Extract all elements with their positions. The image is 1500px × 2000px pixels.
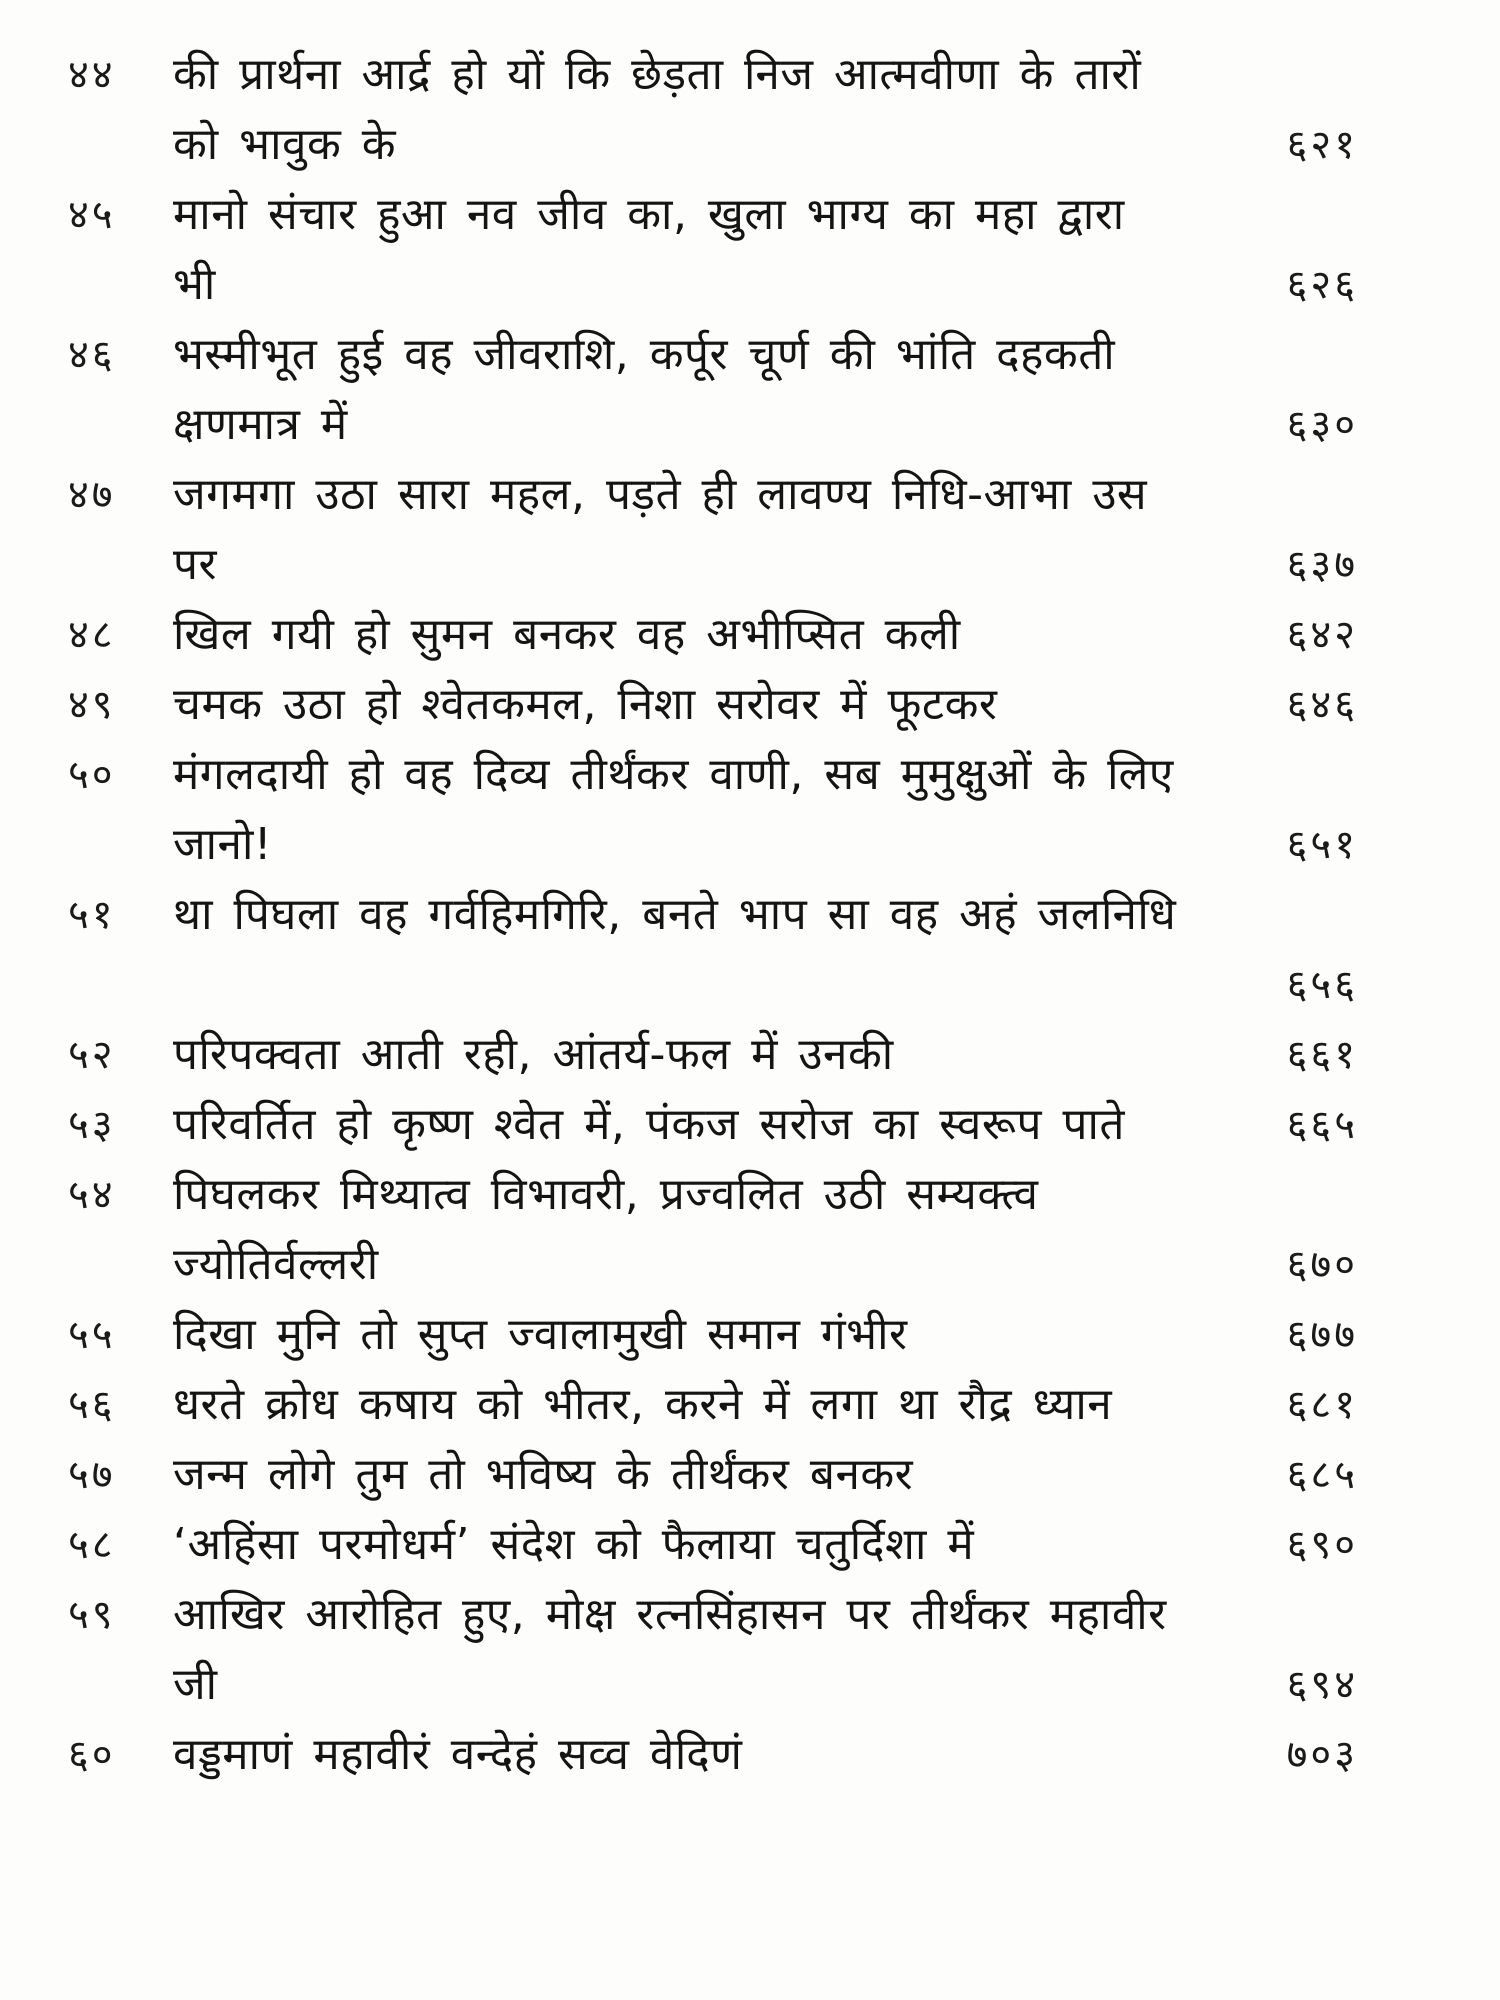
toc-entry-58	[68, 1510, 1358, 1580]
entry-page-number: ६३७	[1286, 542, 1358, 588]
entry-page-number: ६८५	[1286, 1452, 1358, 1498]
entry-title: परिपक्वता आती रही, आंतर्य-फल में उनकी	[173, 1029, 894, 1080]
entry-number: ५७	[68, 1452, 116, 1498]
toc-entry-51	[68, 880, 1358, 1020]
entry-number: ५३	[68, 1102, 116, 1148]
entry-title: मानो संचार हुआ नव जीव का, खुला भाग्य का महा द्वारा भी	[173, 189, 1125, 310]
entry-title: की प्रार्थना आर्द्र हो यों कि छेड़ता निज आत्मवीणा के तारों को भावुक के	[173, 49, 1142, 170]
entry-title: मंगलदायी हो वह दिव्य तीर्थंकर वाणी, सब मुमुक्षुओं के लिए जानो!	[173, 749, 1174, 870]
entry-page-number: ७०३	[1286, 1732, 1358, 1778]
entry-title: दिखा मुनि तो सुप्त ज्वालामुखी समान गंभीर	[173, 1309, 908, 1360]
entry-number: ६०	[68, 1732, 116, 1778]
toc-entry-60	[68, 1720, 1358, 1790]
toc-entry-44	[68, 40, 1358, 180]
entry-number: ४८	[68, 612, 116, 658]
entry-page-number: ६२१	[1286, 122, 1358, 168]
entry-title: वड्डमाणं महावीरं वन्देहं सव्व वेदिणं	[173, 1729, 743, 1780]
entry-page-number: ६३०	[1286, 402, 1358, 448]
toc-entry-55	[68, 1300, 1358, 1370]
entry-number: ४५	[68, 192, 116, 238]
entry-page-number: ६९०	[1286, 1522, 1358, 1568]
entry-title: जन्म लोगे तुम तो भविष्य के तीर्थंकर बनकर	[173, 1449, 914, 1500]
entry-number: ५८	[68, 1522, 116, 1568]
entry-page-number: ६९४	[1286, 1662, 1358, 1708]
entry-page-number: ६४२	[1286, 612, 1358, 658]
entry-number: ५९	[68, 1592, 116, 1638]
entry-number: ४४	[68, 52, 116, 98]
toc-entry-49	[68, 670, 1358, 740]
entry-title: था पिघला वह गर्वहिमगिरि, बनते भाप सा वह अहं जलनिधि	[173, 889, 1177, 940]
toc-entry-46	[68, 320, 1358, 460]
toc-entry-57	[68, 1440, 1358, 1510]
entry-number: ४६	[68, 332, 116, 378]
toc-entry-52	[68, 1020, 1358, 1090]
entry-page-number: ६५१	[1286, 822, 1358, 868]
entry-title: ‘अहिंसा परमोधर्म’ संदेश को फैलाया चतुर्दिशा में	[173, 1519, 975, 1570]
toc-entry-54	[68, 1160, 1358, 1300]
entry-number: ५६	[68, 1382, 116, 1428]
entry-title: चमक उठा हो श्वेतकमल, निशा सरोवर में फूटकर	[173, 679, 998, 730]
entry-page-number: ६७०	[1286, 1242, 1358, 1288]
toc-entry-50	[68, 740, 1358, 880]
entry-page-number: ६५६	[1286, 962, 1358, 1008]
entry-title: पिघलकर मिथ्यात्व विभावरी, प्रज्वलित उठी सम्यक्त्व ज्योतिर्वल्लरी	[173, 1169, 1039, 1290]
entry-title: भस्मीभूत हुई वह जीवराशि, कर्पूर चूर्ण की भांति दहकती क्षणमात्र में	[173, 329, 1116, 450]
entry-number: ५०	[68, 752, 116, 798]
entry-page-number: ६८१	[1286, 1382, 1358, 1428]
entry-number: ५४	[68, 1172, 116, 1218]
entry-title: परिवर्तित हो कृष्ण श्वेत में, पंकज सरोज का स्वरूप पाते	[173, 1099, 1125, 1150]
entry-number: ५२	[68, 1032, 116, 1078]
table-of-contents	[68, 40, 1358, 1790]
toc-entry-56	[68, 1370, 1358, 1440]
entry-number: ५५	[68, 1312, 116, 1358]
entry-title: खिल गयी हो सुमन बनकर वह अभीप्सित कली	[173, 609, 961, 660]
entry-page-number: ६४६	[1286, 682, 1358, 728]
entry-number: ५१	[68, 892, 116, 938]
entry-page-number: ६६५	[1286, 1102, 1358, 1148]
entry-number: ४९	[68, 682, 116, 728]
entry-title: धरते क्रोध कषाय को भीतर, करने में लगा था रौद्र ध्यान	[173, 1379, 1113, 1430]
entry-page-number: ६२६	[1286, 262, 1358, 308]
toc-entry-47	[68, 460, 1358, 600]
toc-entry-45	[68, 180, 1358, 320]
toc-entry-59	[68, 1580, 1358, 1720]
toc-entry-48	[68, 600, 1358, 670]
entry-page-number: ६६१	[1286, 1032, 1358, 1078]
entry-page-number: ६७७	[1286, 1312, 1358, 1358]
entry-title: आखिर आरोहित हुए, मोक्ष रत्नसिंहासन पर तीर्थंकर महावीर जी	[173, 1589, 1167, 1710]
entry-title: जगमगा उठा सारा महल, पड़ते ही लावण्य निधि-आभा उस पर	[173, 469, 1148, 590]
toc-entry-53	[68, 1090, 1358, 1160]
entry-number: ४७	[68, 472, 116, 518]
